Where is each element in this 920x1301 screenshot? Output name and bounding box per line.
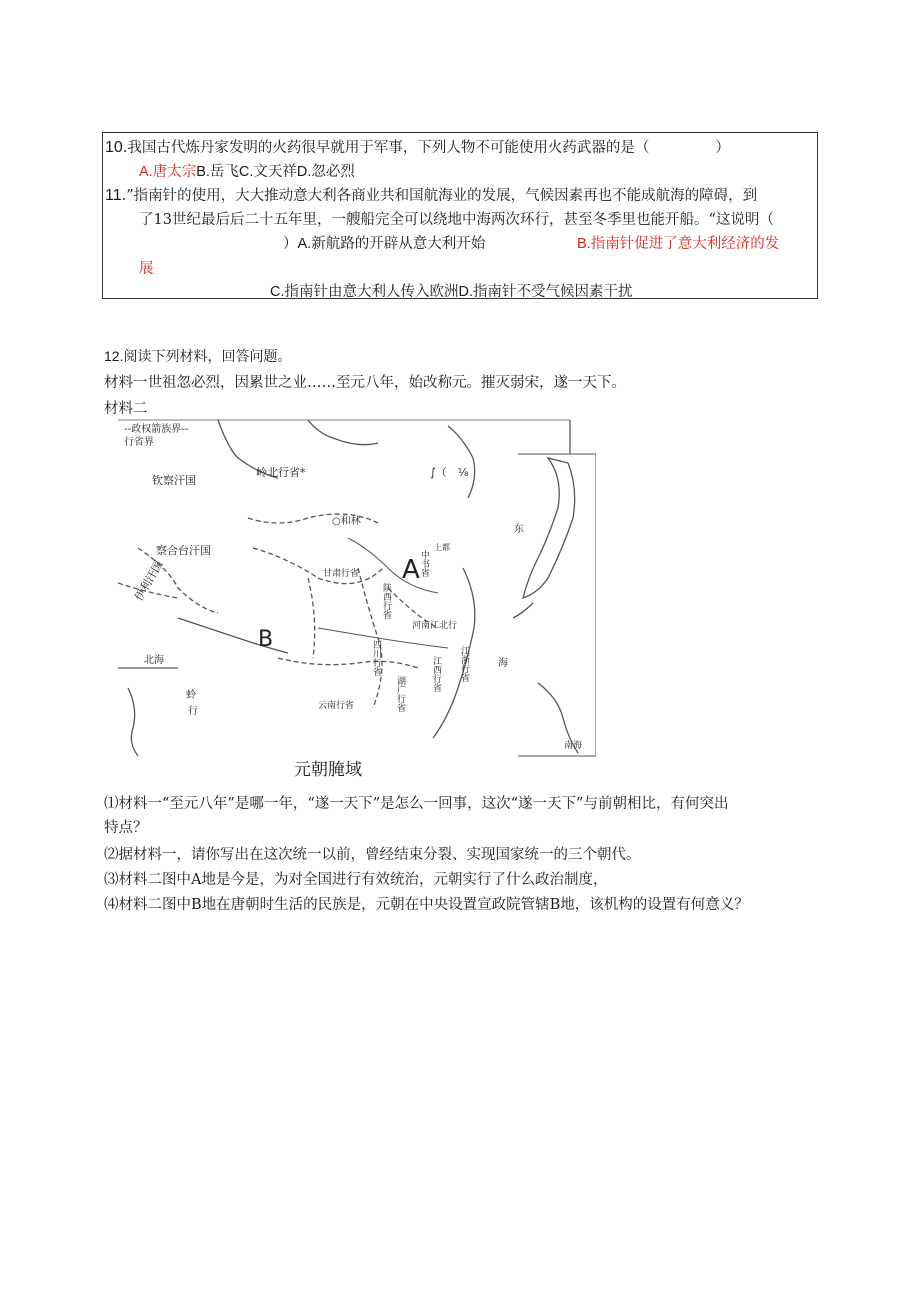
- q11-option-b-answer: B.指南针促进了意大利经济的发: [577, 236, 780, 252]
- sub-question-1: ⑴材料一“至元八年”是哪一年，“遂一天下”是怎么一回事，这次“遂一天下”与前朝相比，有何突出: [104, 796, 729, 812]
- question-10-options: [139, 163, 355, 181]
- map-caption: 元朝腌域: [294, 760, 362, 780]
- sub-question-2: ⑵据材料一，请你写出在这次统一以前，曾经结束分裂、实现国家统一的三个朝代。: [104, 847, 641, 863]
- label-yunnan: 云南行省: [318, 701, 355, 711]
- question-box: [102, 132, 818, 299]
- q11-option-b-continued: 展: [139, 261, 154, 277]
- label-shaanxi: 陕西行省: [381, 583, 391, 619]
- q10-option-a-answer: A.唐太宗: [139, 164, 197, 180]
- yuan-dynasty-map: [118, 418, 596, 758]
- label-zhongshu: 中书省: [419, 550, 429, 577]
- sub-question-4: ⑷材料二图中B地在唐朝时生活的民族是，元朝在中央设置宣政院管辖B地，该机构的设置有何意义？: [104, 897, 749, 913]
- label-fragment: ∫（ ⅛: [430, 466, 469, 479]
- label-ilkhanate: 伊利汗国: [132, 558, 166, 604]
- label-lingbei: 岭北行省*: [256, 466, 306, 479]
- label-helin: ○和林: [332, 516, 361, 527]
- label-gansu: 甘肃行省: [323, 569, 360, 579]
- label-shangdu: 上都: [434, 543, 450, 552]
- label-hai: 海: [498, 658, 508, 669]
- question-11-number: 11: [105, 187, 122, 204]
- material-1: 材料一世祖忽必烈，因累世之业……至元八年，始改称元。摧灭弱宋，遂一天下。: [104, 375, 626, 391]
- question-10-number: 10: [105, 139, 123, 156]
- label-B: B: [258, 627, 274, 652]
- legend-boundary: --政权箭族界--: [124, 424, 189, 435]
- question-11-stem-line2: 了13世纪最后后二十五年里，一艘船完全可以绕地中海两次环行，甚至冬季里也能开船。“这说明（: [139, 212, 774, 228]
- label-A: A: [402, 555, 420, 585]
- label-qincha-khanate: 钦察汗国: [152, 474, 196, 487]
- sub-question-3: ⑶材料二图中A地是今是，为对全国进行有效统治，元朝实行了什么政治制度，: [104, 872, 608, 888]
- question-11-stem-line1: 11.”指南针的使用，大大推动意大利各商业共和国航海业的发展，气候因素再也不能成航海的障碍，到: [105, 187, 758, 204]
- question-12-title: 12.阅读下列材料，回答问题。: [104, 348, 292, 364]
- label-nanhai: 南海: [564, 741, 583, 751]
- label-chagatai-khanate: 察合台汗国: [156, 544, 211, 557]
- q10-options-bcd: B.岳飞C.文天祥D.忽必烈: [196, 164, 355, 180]
- label-jiangzhe: 江浙行省: [459, 646, 469, 682]
- question-10-stem: 10.我国古代炼丹家发明的火药很早就用于军事，下列人物不可能使用火药武器的是（ ）: [105, 139, 730, 156]
- label-beihai: 北海: [144, 655, 164, 666]
- label-henan: 河南江北行: [412, 621, 458, 631]
- label-sichuan: 四川行省: [371, 640, 381, 676]
- q11-options-cd: C.指南针由意大利人传入欧洲D.指南针不受气候因素干扰: [270, 284, 633, 300]
- label-dong: 东: [514, 524, 524, 535]
- label-xing: 行: [188, 706, 198, 717]
- label-huguang: 湖广行省: [395, 676, 405, 712]
- label-ling: 蛉: [186, 690, 196, 701]
- legend-province: 行省界: [124, 437, 154, 448]
- sub-question-1-cont: 特点？: [104, 820, 148, 836]
- label-jiangxi: 江西行省: [431, 656, 441, 692]
- q11-option-a: ）A.新航路的开辟从意大利开始: [283, 236, 486, 252]
- material-2-label: 材料二: [104, 401, 148, 417]
